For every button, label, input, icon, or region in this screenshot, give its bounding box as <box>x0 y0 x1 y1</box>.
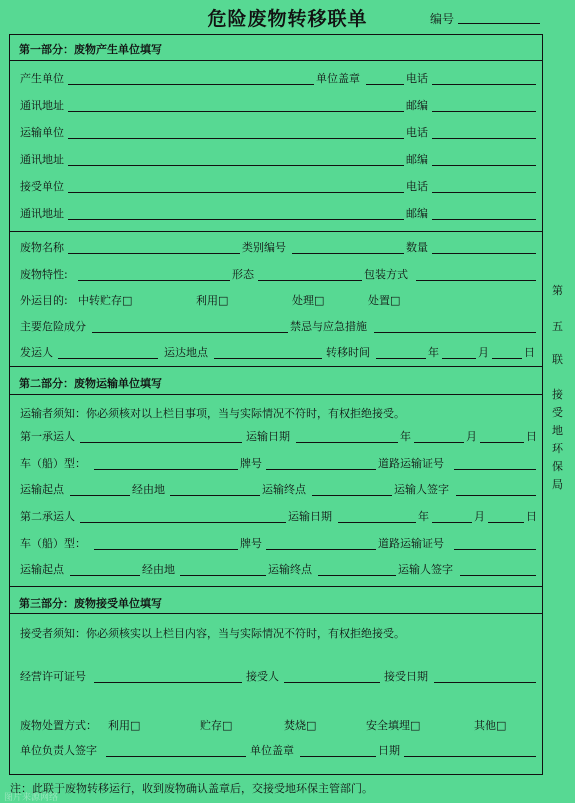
start-point-label: 运输起点 <box>20 563 64 576</box>
postcode-field[interactable] <box>432 111 536 112</box>
side-char: 五 <box>552 320 563 333</box>
first-year-field[interactable] <box>296 442 398 443</box>
end-point-field[interactable] <box>318 575 396 576</box>
divider <box>10 613 542 614</box>
carrier-sign-field[interactable] <box>460 575 536 576</box>
row-vehicle-1 <box>20 456 534 472</box>
plate-field[interactable] <box>266 469 376 470</box>
category-code-label: 类别编号 <box>242 241 286 254</box>
transport-unit-field[interactable] <box>68 138 404 139</box>
transfer-time-label: 转移时间 <box>326 346 370 359</box>
side-char: 局 <box>552 478 563 491</box>
side-char: 第 <box>552 284 563 297</box>
packaging-field[interactable] <box>416 280 536 281</box>
packaging-label: 包装方式 <box>364 268 408 281</box>
vehicle-type-label: 车（船）型： <box>20 537 86 550</box>
destination-label: 运达地点 <box>164 346 208 359</box>
producer-label: 产生单位 <box>20 72 64 85</box>
day-label: 日 <box>524 346 535 359</box>
purpose-dispose-checkbox[interactable]: 处置□ <box>368 294 401 307</box>
month-label: 月 <box>474 510 485 523</box>
row-second-carrier <box>20 509 537 525</box>
phone-label: 电话 <box>406 72 428 85</box>
phone-label: 电话 <box>406 126 428 139</box>
form-label: 形态 <box>232 268 254 281</box>
producer-field[interactable] <box>68 84 314 85</box>
phone-field[interactable] <box>432 192 536 193</box>
quantity-field[interactable] <box>432 253 536 254</box>
transport-unit-label: 运输单位 <box>20 126 64 139</box>
postcode-field[interactable] <box>432 219 536 220</box>
carrier-notice: 运输者须知：你必须核对以上栏目事项，当与实际情况不符时，有权拒绝接受。 <box>20 407 405 420</box>
row-disposal <box>20 718 534 734</box>
address-field[interactable] <box>68 219 404 220</box>
postcode-field[interactable] <box>432 165 536 166</box>
disposal-store-checkbox[interactable]: 贮存□ <box>200 719 233 732</box>
divider <box>10 366 542 367</box>
receive-date-field[interactable] <box>434 682 536 683</box>
carrier-sign-label: 运输人签字 <box>394 483 449 496</box>
address-field[interactable] <box>68 111 404 112</box>
row-vehicle-2 <box>20 536 534 552</box>
divider <box>10 60 542 61</box>
transport-date-label: 运输日期 <box>288 510 332 523</box>
second-carrier-label: 第二承运人 <box>20 510 75 523</box>
carrier-sign-label: 运输人签字 <box>398 563 453 576</box>
row-producer <box>20 71 534 87</box>
shipper-field[interactable] <box>58 358 158 359</box>
row-route-1 <box>20 482 534 498</box>
first-month-field[interactable] <box>414 442 464 443</box>
head-sign-label: 单位负责人签字 <box>20 744 97 757</box>
receiving-unit-label: 接受单位 <box>20 180 64 193</box>
transport-date-label: 运输日期 <box>246 430 290 443</box>
serial-label: 编号 <box>430 12 455 26</box>
side-char: 接 <box>552 388 563 401</box>
carrier-sign-field[interactable] <box>456 495 536 496</box>
year-label: 年 <box>400 430 411 443</box>
receiver-label: 接受人 <box>246 670 279 683</box>
postcode-label: 邮编 <box>406 207 428 220</box>
divider <box>10 586 542 587</box>
form-field[interactable] <box>258 280 362 281</box>
end-point-field[interactable] <box>312 495 392 496</box>
disposal-other-checkbox[interactable]: 其他□ <box>474 719 507 732</box>
side-char: 保 <box>552 460 563 473</box>
unit-seal-label: 单位盖章 <box>250 744 294 757</box>
license-no-label: 经营许可证号 <box>20 670 86 683</box>
phone-label: 电话 <box>406 180 428 193</box>
part1-header: 第一部分：废物产生单位填写 <box>19 43 162 56</box>
row-signature <box>20 743 534 759</box>
waste-property-label: 废物特性: <box>20 268 68 281</box>
start-point-field[interactable] <box>70 495 130 496</box>
part2-header: 第二部分：废物运输单位填写 <box>19 377 162 390</box>
form-title: 危险废物转移联单 <box>207 8 368 30</box>
taboo-label: 禁忌与应急措施 <box>290 320 367 333</box>
road-license-field[interactable] <box>454 469 536 470</box>
plate-field[interactable] <box>266 549 376 550</box>
second-month-field[interactable] <box>432 522 472 523</box>
waste-name-label: 废物名称 <box>20 241 64 254</box>
side-char: 环 <box>552 442 563 455</box>
receiver-notice: 接受者须知：你必须核实以上栏目内容，当与实际情况不符时，有权拒绝接受。 <box>20 627 405 640</box>
unit-seal-field[interactable] <box>300 756 376 757</box>
taboo-field[interactable] <box>374 332 536 333</box>
watermark: 图片来源网络 <box>4 793 59 803</box>
plate-label: 牌号 <box>240 537 262 550</box>
unit-seal-label: 单位盖章 <box>316 72 360 85</box>
license-no-field[interactable] <box>94 682 242 683</box>
phone-field[interactable] <box>432 84 536 85</box>
day-label: 日 <box>526 430 537 443</box>
row-components <box>20 319 534 335</box>
row-transport-unit <box>20 125 534 141</box>
year-label: 年 <box>428 346 439 359</box>
destination-field[interactable] <box>214 358 322 359</box>
category-code-field[interactable] <box>292 253 404 254</box>
disposal-use-checkbox[interactable]: 利用□ <box>108 719 141 732</box>
shipper-label: 发运人 <box>20 346 53 359</box>
disposal-landfill-checkbox[interactable]: 安全填埋□ <box>366 719 421 732</box>
unit-seal-field[interactable] <box>366 84 404 85</box>
row-transport-address <box>20 152 534 168</box>
transfer-year-field[interactable] <box>376 358 426 359</box>
plate-label: 牌号 <box>240 457 262 470</box>
second-carrier-field[interactable] <box>80 522 286 523</box>
waste-name-field[interactable] <box>68 253 240 254</box>
address-field[interactable] <box>68 165 404 166</box>
day-label: 日 <box>526 510 537 523</box>
disposal-method-label: 废物处置方式： <box>20 719 97 732</box>
serial-field[interactable] <box>458 23 540 24</box>
main-components-label: 主要危险成分 <box>20 320 86 333</box>
row-receiving-address <box>20 206 534 222</box>
address-label: 通讯地址 <box>20 207 64 220</box>
transfer-month-field[interactable] <box>442 358 476 359</box>
quantity-label: 数量 <box>406 241 428 254</box>
road-license-label: 道路运输证号 <box>378 537 444 550</box>
via-label: 经由地 <box>132 483 165 496</box>
address-label: 通讯地址 <box>20 153 64 166</box>
end-point-label: 运输终点 <box>268 563 312 576</box>
receiver-field[interactable] <box>284 682 380 683</box>
year-label: 年 <box>418 510 429 523</box>
road-license-label: 道路运输证号 <box>378 457 444 470</box>
date-label: 日期 <box>378 744 400 757</box>
row-producer-address <box>20 98 534 114</box>
first-day-field[interactable] <box>480 442 524 443</box>
row-license <box>20 669 534 685</box>
divider <box>10 394 542 395</box>
side-char: 受 <box>552 406 563 419</box>
row-shipper <box>20 345 534 361</box>
purpose-use-checkbox[interactable]: 利用□ <box>196 294 229 307</box>
side-char: 地 <box>552 424 563 437</box>
vehicle-type-field[interactable] <box>94 469 238 470</box>
first-carrier-label: 第一承运人 <box>20 430 75 443</box>
transfer-day-field[interactable] <box>492 358 522 359</box>
second-year-field[interactable] <box>338 522 416 523</box>
divider <box>10 231 542 232</box>
postcode-label: 邮编 <box>406 99 428 112</box>
end-point-label: 运输终点 <box>262 483 306 496</box>
purpose-treat-checkbox[interactable]: 处理□ <box>292 294 325 307</box>
row-waste-property <box>20 267 534 283</box>
receiving-unit-field[interactable] <box>68 192 404 193</box>
first-carrier-field[interactable] <box>80 442 242 443</box>
disposal-burn-checkbox[interactable]: 焚烧□ <box>284 719 317 732</box>
vehicle-type-label: 车（船）型： <box>20 457 86 470</box>
start-point-label: 运输起点 <box>20 483 64 496</box>
row-route-2 <box>20 562 534 578</box>
row-purpose <box>20 293 534 309</box>
purpose-label: 外运目的: <box>20 294 68 307</box>
via-field[interactable] <box>180 575 266 576</box>
main-components-field[interactable] <box>92 332 288 333</box>
month-label: 月 <box>478 346 489 359</box>
address-label: 通讯地址 <box>20 99 64 112</box>
row-waste-name <box>20 240 534 256</box>
phone-field[interactable] <box>432 138 536 139</box>
second-day-field[interactable] <box>488 522 524 523</box>
part3-header: 第三部分：废物接受单位填写 <box>19 597 162 610</box>
start-point-field[interactable] <box>70 575 140 576</box>
road-license-field[interactable] <box>454 549 536 550</box>
via-field[interactable] <box>170 495 260 496</box>
postcode-label: 邮编 <box>406 153 428 166</box>
date-field[interactable] <box>404 756 536 757</box>
vehicle-type-field[interactable] <box>94 549 238 550</box>
receive-date-label: 接受日期 <box>384 670 428 683</box>
side-char: 联 <box>552 353 563 366</box>
head-sign-field[interactable] <box>106 756 246 757</box>
waste-property-field[interactable] <box>78 280 230 281</box>
footnote: 注：此联于废物转移运行，收到废物确认盖章后，交接受地环保主管部门。 <box>10 782 373 795</box>
via-label: 经由地 <box>142 563 175 576</box>
row-receiving-unit <box>20 179 534 195</box>
form-table <box>9 34 543 775</box>
row-first-carrier <box>20 429 537 445</box>
month-label: 月 <box>466 430 477 443</box>
purpose-transfer-checkbox[interactable]: 中转贮存□ <box>78 294 133 307</box>
